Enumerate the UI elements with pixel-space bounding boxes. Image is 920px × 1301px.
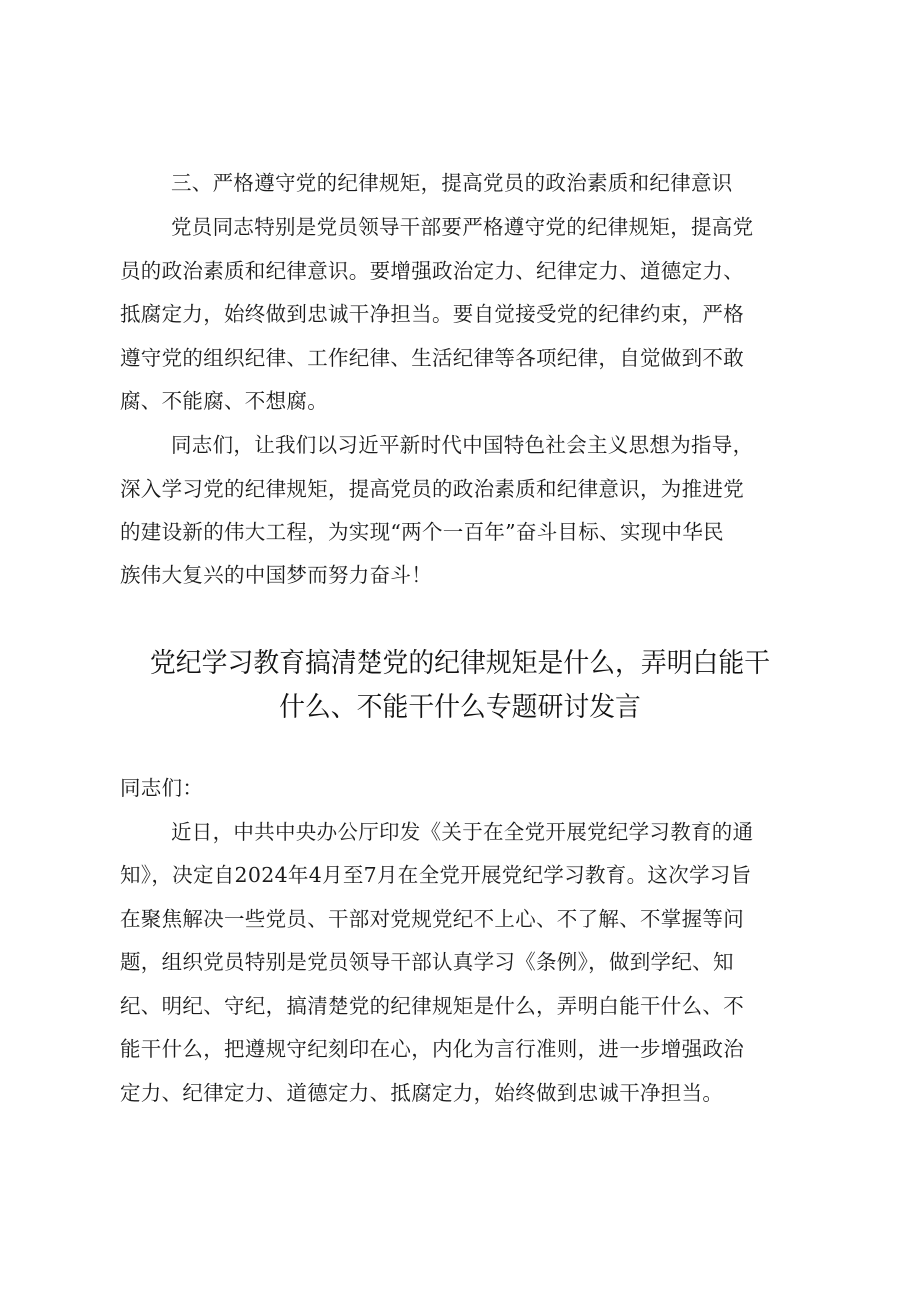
paragraph-line: 党员同志特别是党员领导干部要严格遵守党的纪律规矩，提高党	[171, 215, 754, 239]
paragraph-line: 族伟大复兴的中国梦而努力奋斗！	[120, 563, 432, 587]
paragraph-line: 能干什么，把遵规守纪刻印在心，内化为言行准则，进一步增强政治	[120, 1037, 744, 1061]
paragraph-line: 近日，中共中央办公厅印发《关于在全党开展党纪学习教育的通	[171, 820, 754, 844]
salutation: 同志们：	[120, 776, 204, 800]
section-heading: 三、严格遵守党的纪律规矩，提高党员的政治素质和纪律意识	[171, 171, 733, 195]
title-line: 什么、不能干什么专题研讨发言	[279, 692, 641, 723]
paragraph-line: 员的政治素质和纪律意识。要增强政治定力、纪律定力、道德定力、	[120, 259, 744, 283]
paragraph-line: 遵守党的组织纪律、工作纪律、生活纪律等各项纪律，自觉做到不敢	[120, 346, 744, 370]
title-line: 党纪学习教育搞清楚党的纪律规矩是什么，弄明白能干	[149, 648, 771, 679]
paragraph-line: 的建设新的伟大工程，为实现“两个一百年”奋斗目标、实现中华民	[120, 520, 724, 544]
paragraph-line: 抵腐定力，始终做到忠诚干净担当。要自觉接受党的纪律约束，严格	[120, 302, 744, 326]
paragraph-line: 纪、明纪、守纪，搞清楚党的纪律规矩是什么，弄明白能干什么、不	[120, 994, 744, 1018]
paragraph-line: 同志们，让我们以习近平新时代中国特色社会主义思想为指导，	[171, 433, 754, 457]
paragraph-line: 题，组织党员特别是党员领导干部认真学习《条例》，做到学纪、知	[120, 950, 734, 974]
paragraph-line: 定力、纪律定力、道德定力、抵腐定力，始终做到忠诚干净担当。	[120, 1081, 724, 1105]
paragraph-line: 腐、不能腐、不想腐。	[120, 389, 328, 413]
paragraph-line: 在聚焦解决一些党员、干部对党规党纪不上心、不了解、不掌握等问	[120, 907, 744, 931]
paragraph-line: 深入学习党的纪律规矩，提高党员的政治素质和纪律意识，为推进党	[120, 477, 744, 501]
paragraph-line: 知》，决定自2024年4月至7月在全党开展党纪学习教育。这次学习旨	[120, 863, 752, 887]
